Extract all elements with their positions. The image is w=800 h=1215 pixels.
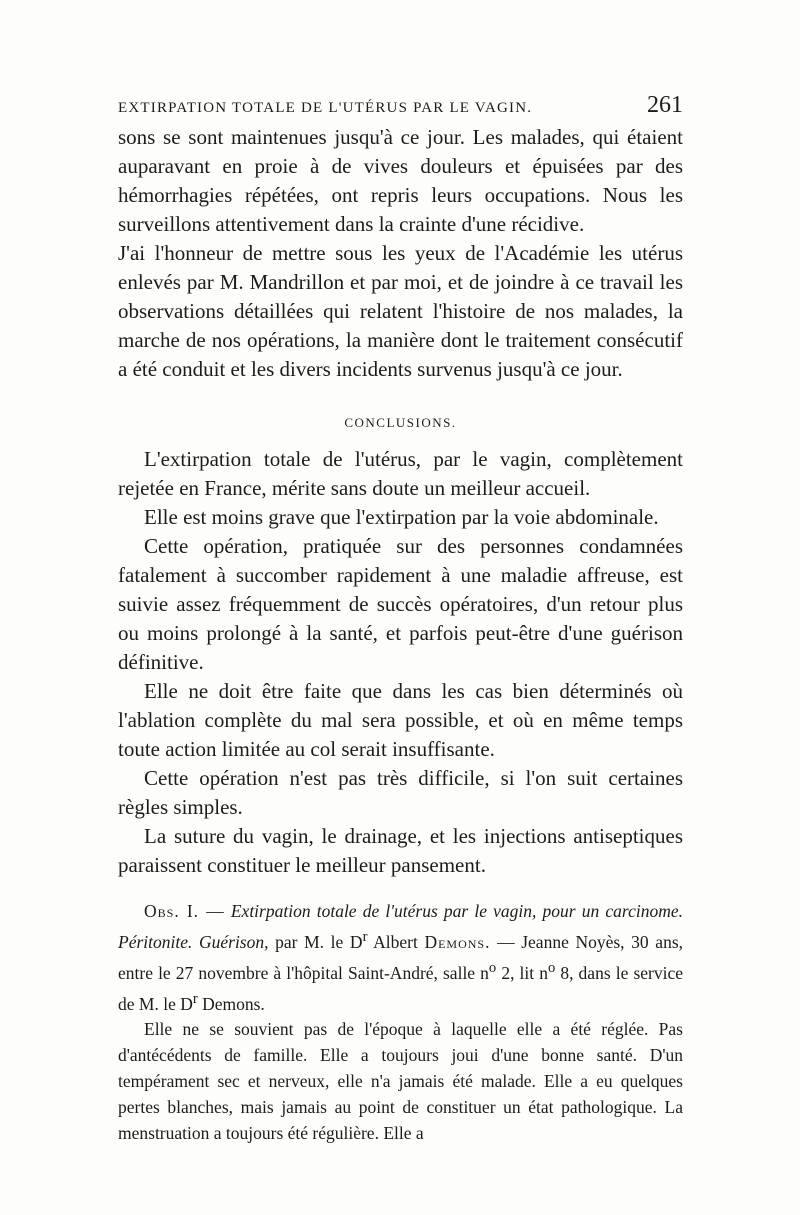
superscript-r: r (362, 929, 368, 945)
observation-by-prefix: par M. le D (275, 931, 363, 952)
page-header (118, 92, 683, 119)
superscript-o: o (547, 959, 556, 976)
author-first-name: Albert (373, 931, 418, 952)
conclusions-heading: CONCLUSIONS. (344, 415, 457, 430)
observation-paragraph: Elle ne se souvient pas de l'époque à laquelle elle a été réglée. Pas d'antécédents de famille. Elle a toujours joui d'une bonne santé. D'un tempérament sec et nerveux, elle n'a jamais été malade. Elle a eu quelques pertes blanches, mais jamais au point de constituer un état pathologique. La menstruation a toujours été régulière. Elle a (118, 1019, 683, 1144)
observation-title: Extirpation totale de l'utérus par le vagin, pour un carcinome. Péritonite. Guérison, (118, 901, 683, 952)
page-number: 261 (647, 92, 683, 118)
conclusion-paragraph: Cette opération, pratiquée sur des personnes condamnées fatalement à succomber rapidement à une maladie affreuse, est suivie assez fréquemment de succès opératoires, d'un retour plus ou moins prolongé à la santé, et parfois peut-être d'une guérison définitive. (118, 534, 683, 674)
running-title: EXTIRPATION TOTALE DE L'UTÉRUS PAR LE VAGIN. (118, 100, 533, 116)
superscript-r: r (192, 990, 198, 1007)
service-end: Demons. (202, 993, 265, 1014)
conclusion-paragraph: L'extirpation totale de l'utérus, par le vagin, complètement rejetée en France, mérite sans doute un meilleur accueil. (118, 447, 683, 500)
patient-text: — Jeanne Noyès, 30 ans, entre le 27 novembre à l'hôpital Saint-André, salle n (118, 931, 683, 983)
paragraph-continuation: sons se sont maintenues jusqu'à ce jour. Les malades, qui étaient auparavant en proie à de vives douleurs et épuisées par des hémorrhagies répétées, ont repris leurs occupations. Nous les surveillons attentivement dans la crainte d'une récidive. (118, 125, 683, 236)
observation-section (118, 898, 683, 1146)
conclusion-paragraph: La suture du vagin, le drainage, et les injections antiseptiques paraissent constituer le meilleur pansement. (118, 824, 683, 877)
conclusion-paragraph: Elle est moins grave que l'extirpation par la voie abdominale. (144, 505, 659, 529)
author-last-name: Demons. (424, 931, 491, 952)
conclusion-paragraph: Cette opération n'est pas très difficile, si l'on suit certaines règles simples. (118, 766, 683, 819)
paragraph-academie: J'ai l'honneur de mettre sous les yeux de l'Académie les utérus enlevés par M. Mandrillon et par moi, et de joindre à ce travail les observations détaillées qui relatent l'histoire de nos malades, la marche de nos opérations, la manière dont le traitement consécutif a été conduit et les divers incidents survenus jusqu'à ce jour. (118, 241, 683, 381)
superscript-o: o (488, 959, 497, 976)
observation-header (118, 898, 683, 1016)
bed-text: 2, lit n (501, 962, 548, 983)
conclusion-paragraph: Elle ne doit être faite que dans les cas bien déterminés où l'ablation complète du mal sera possible, et où en même temps toute action limitée au col serait insuffisante. (118, 679, 683, 761)
observation-label: Obs. I. — (144, 901, 225, 921)
service-text: 8, dans le service de M. le D (118, 962, 683, 1014)
page-body (118, 123, 683, 1146)
